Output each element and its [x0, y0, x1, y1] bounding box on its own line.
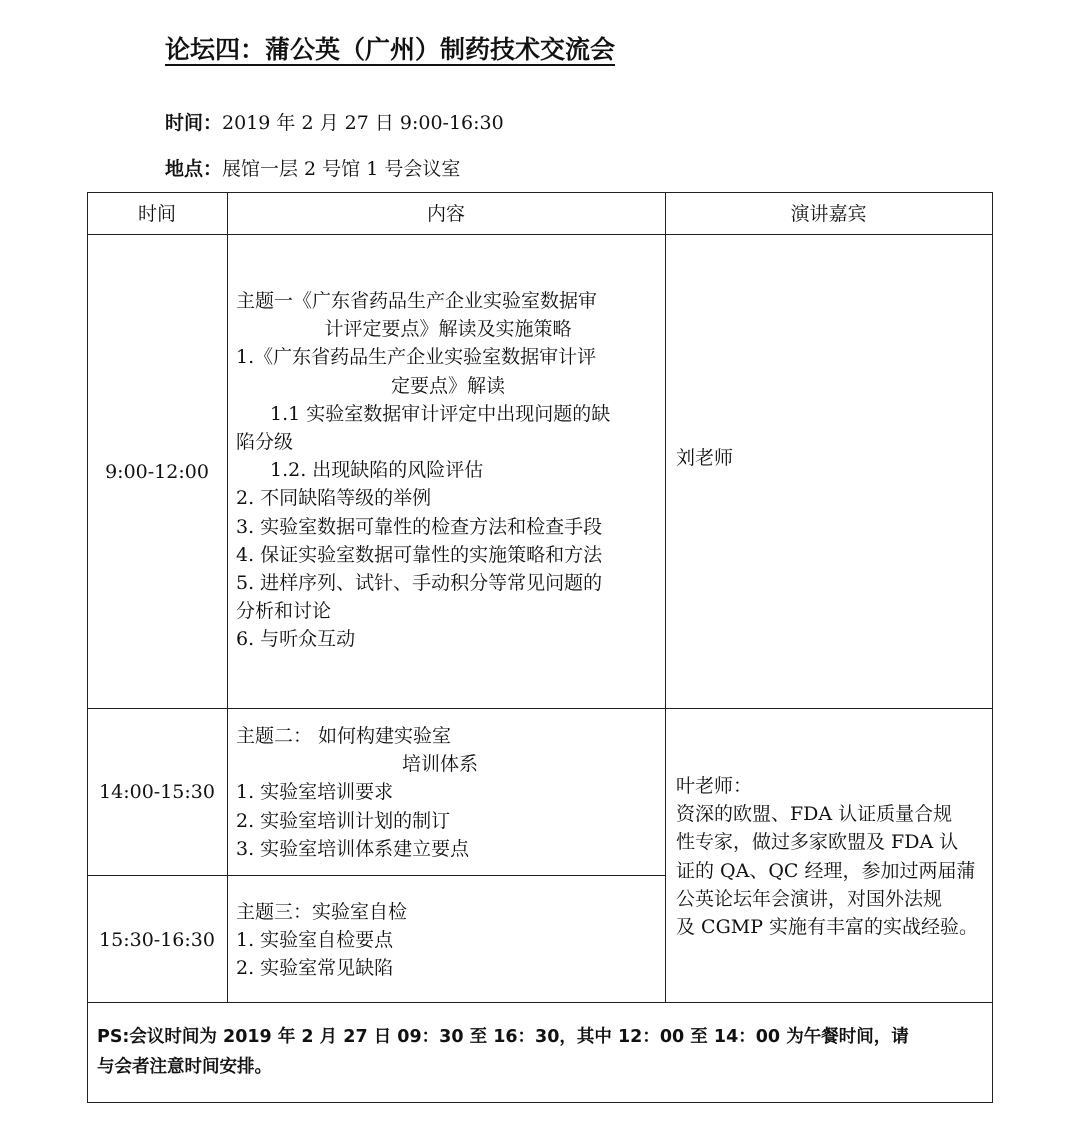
row-content [236, 722, 660, 863]
content-line: 3. 实验室数据可靠性的检查方法和检查手段 [236, 515, 603, 538]
speaker-cell [676, 444, 988, 472]
content-line: 陷分级 [236, 431, 294, 454]
speaker-bio-line: 及 CGMP 实施有丰富的实战经验。 [676, 916, 979, 939]
note-line: PS:会议时间为 2019 年 2 月 27 日 09：30 至 16：30，其中 12：00 至 14：00 为午餐时间，请 [97, 1027, 909, 1047]
content-line: 1. 实验室培训要求 [236, 781, 394, 804]
content-line: 3. 实验室培训体系建立要点 [236, 837, 470, 860]
time-label: 时间： [165, 112, 223, 134]
table-column-divider [665, 192, 666, 1003]
table-border-top [87, 192, 993, 193]
content-line: 2. 不同缺陷等级的举例 [236, 487, 432, 510]
row-time: 9:00-12:00 [105, 461, 209, 483]
schedule-note [97, 1022, 989, 1082]
row-content [236, 287, 660, 654]
header-time: 时间 [137, 203, 176, 225]
content-line: 定要点》解读 [390, 374, 505, 397]
place-label: 地点： [165, 158, 223, 180]
content-line: 6. 与听众互动 [236, 628, 356, 651]
table-header-divider [87, 234, 993, 235]
content-line: 5. 进样序列、试针、手动积分等常见问题的 [236, 572, 603, 595]
speaker-name: 叶老师： [676, 775, 753, 797]
content-line: 计评定要点》解读及实施策略 [324, 318, 572, 341]
speaker-bio-line: 公英论坛年会演讲，对国外法规 [676, 887, 943, 910]
table-row-divider [87, 875, 666, 876]
page-title: 论坛四：蒲公英（广州）制药技术交流会 [165, 35, 616, 64]
speaker-bio-line: 资深的欧盟、FDA 认证质量合规 [676, 803, 953, 826]
row-time: 14:00-15:30 [99, 781, 215, 803]
table-row-divider [87, 1002, 993, 1003]
content-line: 1.1 实验室数据审计评定中出现问题的缺 [270, 402, 611, 425]
content-line: 4. 保证实验室数据可靠性的实施策略和方法 [236, 543, 603, 566]
speaker-bio-line: 证的 QA、QC 经理，参加过两届蒲 [676, 859, 976, 882]
header-speaker: 演讲嘉宾 [790, 203, 867, 225]
table-row-divider [87, 708, 993, 709]
content-line: 1. 实验室自检要点 [236, 929, 394, 952]
content-line: 2. 实验室培训计划的制订 [236, 809, 451, 832]
header-content: 内容 [426, 203, 465, 225]
row-content [236, 898, 660, 983]
place-value: 展馆一层 2 号馆 1 号会议室 [222, 158, 461, 180]
table-column-divider [227, 192, 228, 1003]
content-line: 主题一《广东省药品生产企业实验室数据审 [236, 290, 598, 312]
time-value: 2019 年 2 月 27 日 9:00-16:30 [222, 112, 504, 134]
content-line: 培训体系 [402, 753, 479, 776]
content-line: 1.2. 出现缺陷的风险评估 [270, 459, 484, 482]
content-line: 分析和讨论 [236, 600, 332, 623]
speaker-cell [676, 772, 988, 941]
content-line: 2. 实验室常见缺陷 [236, 957, 394, 980]
content-line: 主题二： 如何构建实验室 [236, 725, 452, 747]
content-line: 主题三：实验室自检 [236, 901, 408, 923]
table-border-left [87, 192, 88, 1103]
speaker-name: 刘老师 [676, 447, 734, 469]
note-line: 与会者注意时间安排。 [97, 1057, 272, 1077]
table-border-bottom [87, 1102, 993, 1103]
content-line: 1.《广东省药品生产企业实验室数据审计评 [236, 346, 597, 369]
table-border-right [992, 192, 993, 1103]
row-time: 15:30-16:30 [99, 929, 215, 951]
speaker-bio-line: 性专家，做过多家欧盟及 FDA 认 [676, 831, 959, 854]
